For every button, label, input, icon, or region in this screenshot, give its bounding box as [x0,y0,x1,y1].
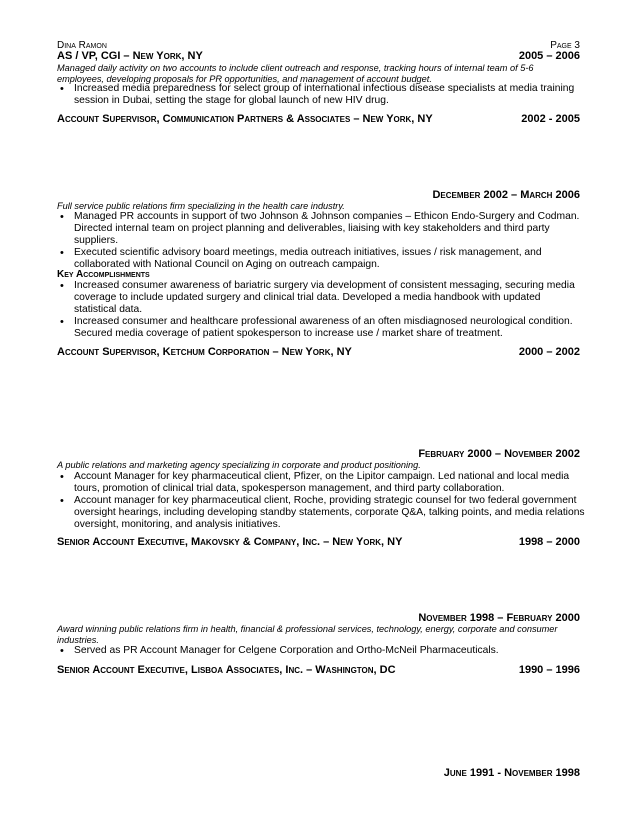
key-accomplishments-heading: Key Accomplishments [57,269,150,280]
bullet-list [57,471,585,531]
company-description: Managed daily activity on two accounts to include client outreach and response, tracking hours of internal team of 5-6 employees, developing proposals for PR opportunities, and management of account budget. [57,63,534,84]
job-title: Account Supervisor, Communication Partners & Associates – New York, NY [57,113,433,125]
list-item: • Account manager for key pharmaceutical client, Roche, providing strategic counsel for two federal government oversight hearings, including developing standby statements, corporate Q&A, talking points, and media relations oversight, monitoring, and analysis initiatives. [57,495,585,531]
header-page-number: Page 3 [550,40,580,51]
job-dates: 1998 – 2000 [518,536,580,548]
list-item: • Account Manager for key pharmaceutical client, Pfizer, on the Lipitor campaign. Led national and local media tours, promotion of clinical trial data, spokesperson management, and third party collaboration. [57,471,585,495]
list-item: • Increased consumer awareness of bariatric surgery via development of consistent messaging, securing media coverage to include updated surgery and clinical trial data. Developed a media handbook with updated statistical data. [57,280,585,316]
job-title-row [57,664,580,677]
job-title-row [57,536,580,549]
job-dates: 1990 – 1996 [518,664,580,676]
company-description: A public relations and marketing agency specializing in corporate and product positioning. [57,460,421,470]
bullet-list [57,211,585,271]
accomplishments-list [57,280,585,340]
header-name: Dina Ramon [57,40,107,51]
job-title: AS / VP, CGI – New York, NY [57,50,203,62]
bullet-list [57,83,585,107]
company-description: Award winning public relations firm in health, financial & professional services, technology, energy, corporate and consumer industries. [57,624,558,645]
job-title: Senior Account Executive, Makovsky & Company, Inc. – New York, NY [57,536,403,548]
job-dates: 2002 - 2005 [521,113,580,125]
employment-dates: June 1991 - November 1998 [443,767,580,779]
employment-dates: November 1998 – February 2000 [418,612,580,624]
job-dates: 2000 – 2002 [518,346,580,358]
job-title-row [57,113,580,126]
bullet-list [57,645,585,657]
employment-dates: February 2000 – November 2002 [418,448,580,460]
list-item: • Served as PR Account Manager for Celgene Corporation and Ortho-McNeil Pharmaceuticals. [57,645,585,657]
job-title-row [57,50,580,63]
job-title: Senior Account Executive, Lisboa Associates, Inc. – Washington, DC [57,664,396,676]
job-title: Account Supervisor, Ketchum Corporation – New York, NY [57,346,352,358]
employment-dates: December 2002 – March 2006 [432,189,580,201]
job-title-row [57,346,580,359]
list-item: • Increased media preparedness for select group of international infectious disease specialists at media training session in Dubai, setting the stage for global launch of new HIV drug. [57,83,585,107]
job-dates: 2005 – 2006 [518,50,580,62]
list-item: • Executed scientific advisory board meetings, media outreach initiatives, issues / risk management, and collaborated with National Council on Aging on outreach campaign. [57,247,585,271]
company-description: Full service public relations firm specializing in the health care industry. [57,201,345,211]
list-item: • Increased consumer and healthcare professional awareness of an often misdiagnosed neurological condition. Secured media coverage of patient spokesperson to increase use / market share of treatment. [57,316,585,340]
list-item: • Managed PR accounts in support of two Johnson & Johnson companies – Ethicon Endo-Surgery and Codman. Directed internal team on project planning and deliverables, liaising with key stakeholders and third party suppliers. [57,211,585,247]
